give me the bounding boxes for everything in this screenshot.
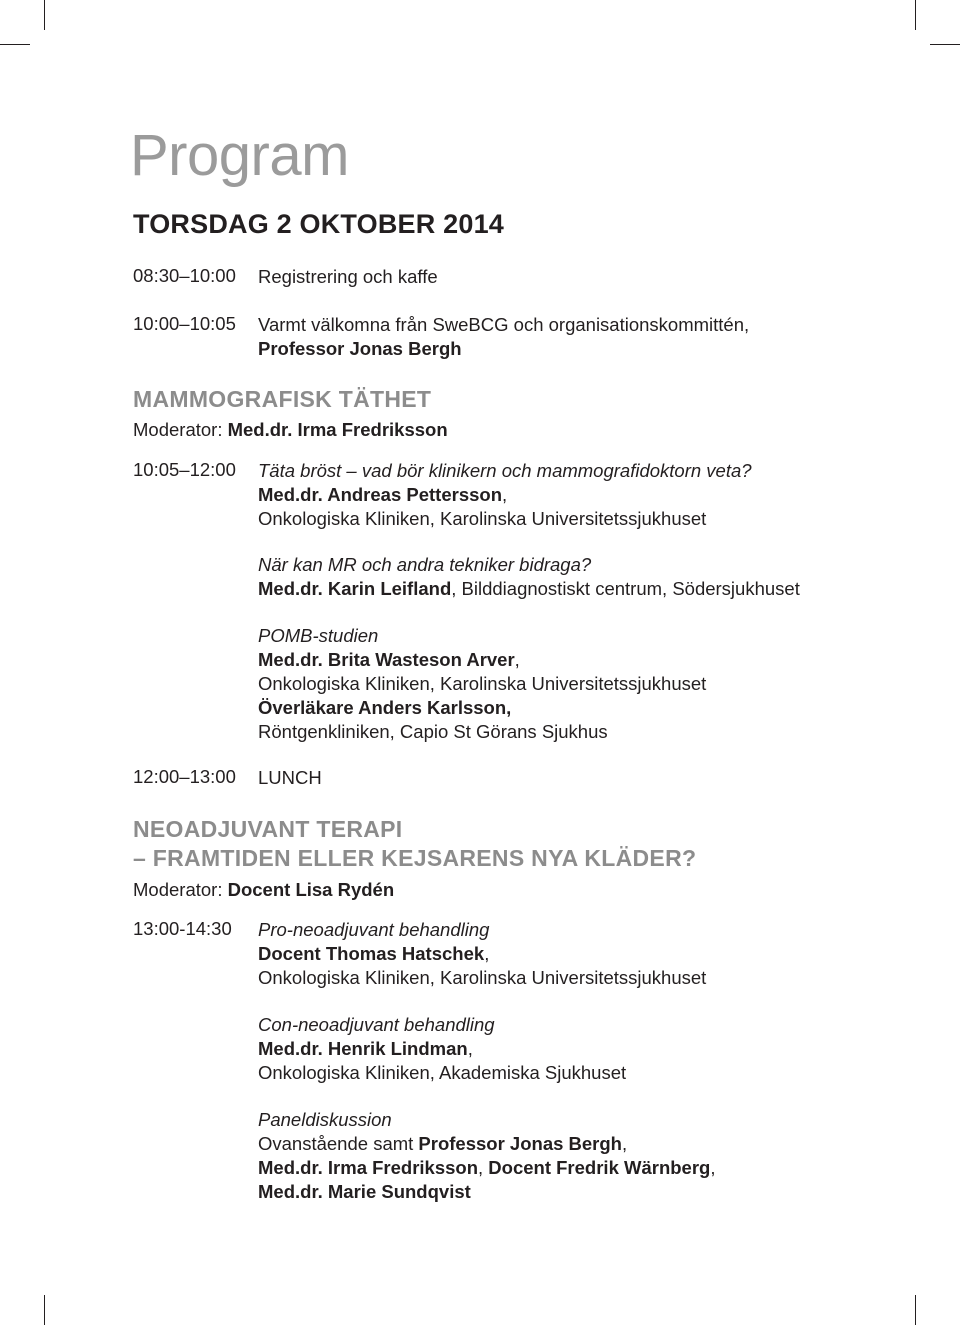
agenda-item: Täta bröst – vad bör klinikern och mammografidoktorn veta? Med.dr. Andreas Pettersson, Onkologiska Kliniken, Karolinska Universitetssjukhuset — [258, 460, 752, 529]
speaker-name: Professor Jonas Bergh — [258, 338, 462, 359]
speaker-name: Med.dr. Karin Leifland — [258, 578, 452, 599]
time-slot: 12:00–13:00 — [133, 766, 236, 787]
agenda-text: Registrering och kaffe — [258, 266, 438, 287]
speaker-name: Med.dr. Marie Sundqvist — [258, 1181, 471, 1202]
time-slot: 10:05–12:00 — [133, 459, 236, 480]
time-slot: 13:00-14:30 — [133, 918, 232, 939]
page-title: Program — [130, 123, 349, 188]
moderator-label: Moderator: — [133, 419, 228, 440]
crop-mark-bottom-left — [44, 1295, 45, 1325]
section-heading: NEOADJUVANT TERAPI — [133, 816, 403, 842]
speaker-affiliation: , Bilddiagnostiskt centrum, Södersjukhuset — [451, 578, 800, 599]
section-heading: MAMMOGRAFISK TÄTHET — [133, 386, 432, 412]
speaker-name: Överläkare Anders Karlsson, — [258, 697, 512, 718]
agenda-text: Varmt välkomna från SweBCG och organisationskommittén, — [258, 314, 750, 335]
speaker-affiliation: Onkologiska Kliniken, Karolinska Universitetssjukhuset — [258, 967, 707, 988]
section-subheading: – FRAMTIDEN ELLER KEJSARENS NYA KLÄDER? — [133, 845, 697, 871]
talk-title: Con-neoadjuvant behandling — [258, 1014, 495, 1035]
agenda-item: Pro-neoadjuvant behandling Docent Thomas Hatschek, Onkologiska Kliniken, Karolinska Universitetssjukhuset — [258, 919, 707, 988]
crop-mark-bottom-right — [915, 1295, 916, 1325]
talk-title: Täta bröst – vad bör klinikern och mammografidoktorn veta? — [258, 460, 752, 481]
talk-title: Paneldiskussion — [258, 1109, 392, 1130]
moderator — [133, 419, 448, 441]
moderator-label: Moderator: — [133, 879, 228, 900]
crop-mark-top-left-h — [0, 44, 30, 45]
talk-title: Pro-neoadjuvant behandling — [258, 919, 490, 940]
moderator-name: Docent Lisa Rydén — [227, 879, 395, 900]
speaker-name: Med.dr. Andreas Pettersson — [258, 484, 502, 505]
speaker-affiliation: Onkologiska Kliniken, Karolinska Universitetssjukhuset — [258, 673, 707, 694]
agenda-item: POMB-studien Med.dr. Brita Wasteson Arver, Onkologiska Kliniken, Karolinska Universitetssjukhuset Överläkare Anders Karlsson, Röntgenkliniken, Capio St Görans Sjukhus — [258, 625, 707, 742]
agenda-item — [258, 766, 322, 790]
crop-mark-top-left — [44, 0, 45, 30]
time-slot: 08:30–10:00 — [133, 265, 236, 286]
talk-title: När kan MR och andra tekniker bidraga? — [258, 554, 592, 575]
talk-title: POMB-studien — [258, 625, 379, 646]
time-slot: 10:00–10:05 — [133, 313, 236, 334]
speaker-name: Professor Jonas Bergh — [418, 1133, 622, 1154]
speaker-name: Med.dr. Brita Wasteson Arver — [258, 649, 515, 670]
agenda-item — [258, 265, 438, 289]
agenda-item: Paneldiskussion Ovanstående samt Professor Jonas Bergh, Med.dr. Irma Fredriksson, Docent Fredrik Wärnberg, Med.dr. Marie Sundqvist — [258, 1109, 716, 1202]
speaker-affiliation: Onkologiska Kliniken, Karolinska Universitetssjukhuset — [258, 508, 707, 529]
speaker-affiliation: Röntgenkliniken, Capio St Görans Sjukhus — [258, 721, 608, 742]
agenda-item: Con-neoadjuvant behandling Med.dr. Henrik Lindman, Onkologiska Kliniken, Akademiska Sjukhuset — [258, 1014, 627, 1083]
crop-mark-top-right — [915, 0, 916, 30]
speaker-name: Docent Fredrik Wärnberg — [488, 1157, 711, 1178]
moderator-name: Med.dr. Irma Fredriksson — [227, 419, 448, 440]
day-heading: TORSDAG 2 OKTOBER 2014 — [133, 209, 505, 239]
crop-mark-top-right-h — [930, 44, 960, 45]
moderator — [133, 879, 394, 901]
speaker-name: Med.dr. Henrik Lindman — [258, 1038, 468, 1059]
agenda-item — [258, 313, 749, 361]
agenda-item — [258, 553, 800, 601]
speaker-name: Docent Thomas Hatschek — [258, 943, 485, 964]
panel-prefix: Ovanstående samt — [258, 1133, 419, 1154]
speaker-name: Med.dr. Irma Fredriksson — [258, 1157, 479, 1178]
agenda-text: LUNCH — [258, 767, 322, 788]
speaker-affiliation: Onkologiska Kliniken, Akademiska Sjukhuset — [258, 1062, 627, 1083]
